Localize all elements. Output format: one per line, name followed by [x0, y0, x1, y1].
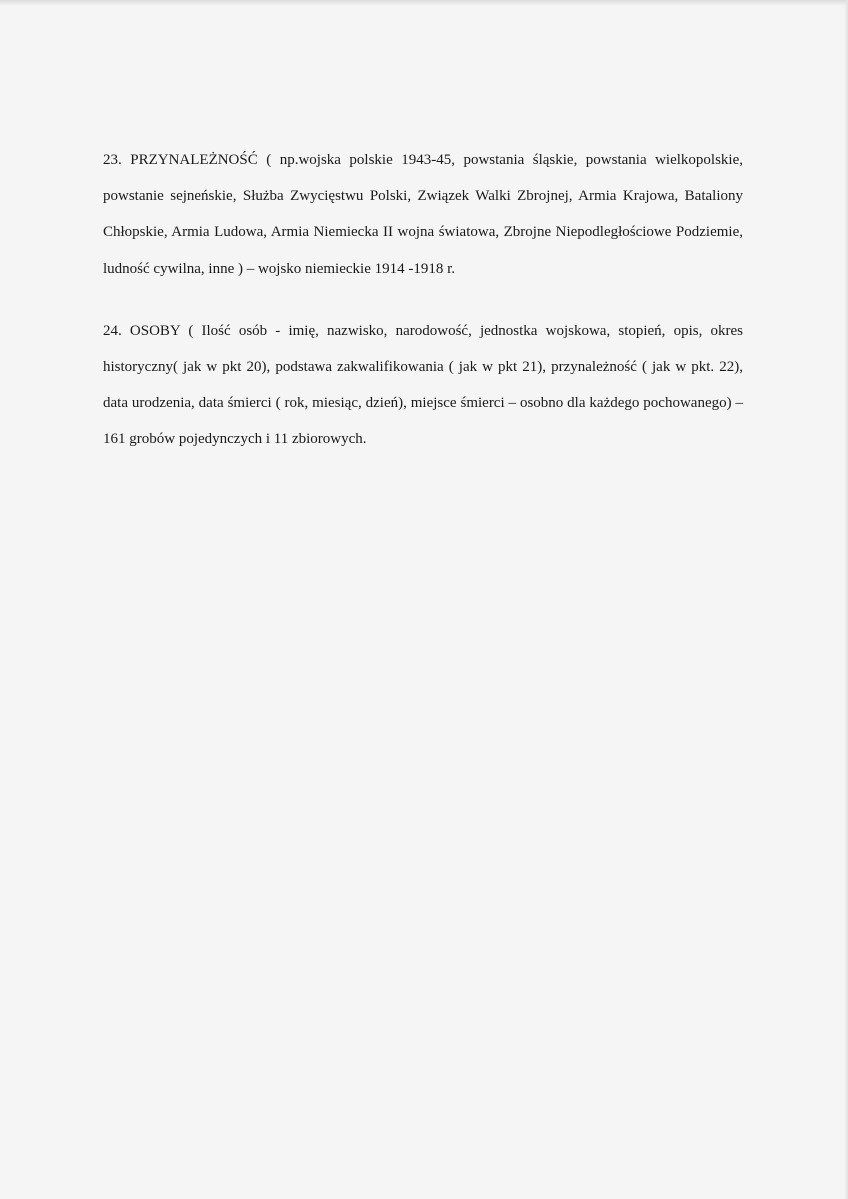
paragraph-24-text: OSOBY ( Ilość osób - imię, nazwisko, narodowość, jednostka wojskowa, stopień, opis, okres historyczny( jak w pkt 20), podstawa zakwalifikowania ( jak w pkt 21), przynależność ( jak w pkt. 22), data urodzenia, data śmierci ( rok, miesiąc, dzień), miejsce śmierci – osobno dla każdego pochowanego) – 161 grobów pojedynczych i 11 zbiorowych. — [103, 322, 743, 448]
scan-edge-right — [844, 0, 848, 1199]
document-body — [103, 142, 743, 458]
scan-edge-top — [0, 0, 848, 6]
paragraph-24 — [103, 313, 743, 458]
paragraph-24-number: 24. — [103, 322, 122, 339]
paragraph-23-text: PRZYNALEŻNOŚĆ ( np.wojska polskie 1943-45, powstania śląskie, powstania wielkopolskie, powstanie sejneńskie, Służba Zwycięstwu Polski, Związek Walki Zbrojnej, Armia Krajowa, Bataliony Chłopskie, Armia Ludowa, Armia Niemiecka II wojna światowa, Zbrojne Niepodległościowe Podziemie, ludność cywilna, inne ) – wojsko niemieckie 1914 -1918 r. — [103, 152, 743, 277]
paragraph-23 — [103, 142, 743, 287]
paragraph-23-number: 23. — [103, 152, 122, 168]
